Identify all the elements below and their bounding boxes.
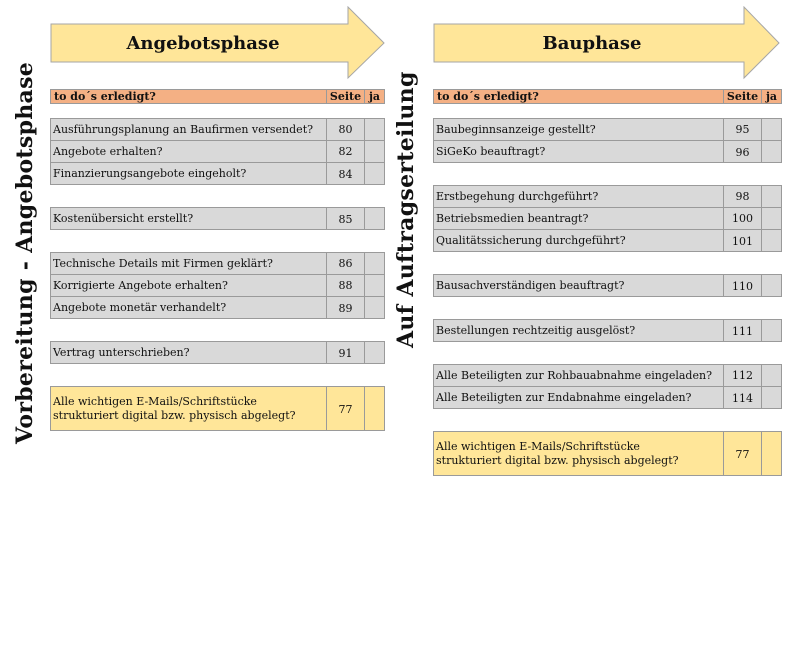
done-checkbox[interactable]: [365, 387, 384, 431]
done-checkbox[interactable]: [762, 275, 781, 297]
task-label-line1: Alle wichtigen E-Mails/Schriftstücke: [53, 395, 257, 408]
task-label: Kostenübersicht erstellt?: [51, 208, 327, 230]
task-label: Alle Beteiligten zur Endabnahme eingeladen?: [434, 387, 724, 409]
task-label: Qualitätssicherung durchgeführt?: [434, 230, 724, 252]
task-label: Finanzierungsangebote eingeholt?: [51, 163, 327, 185]
header-done: ja: [765, 90, 778, 103]
task-label: [434, 432, 724, 476]
right-group-4: [433, 319, 782, 342]
task-label: Alle Beteiligten zur Rohbauabnahme eingeladen?: [434, 365, 724, 386]
right-group-1: [433, 118, 782, 163]
table-row: [434, 432, 781, 476]
done-checkbox[interactable]: [365, 119, 384, 140]
left-phase-side-label: Vorbereitung - Angebotsphase: [12, 61, 38, 444]
header-page: Seite: [327, 90, 365, 103]
task-label: Bestellungen rechtzeitig ausgelöst?: [434, 320, 724, 342]
task-label: [51, 387, 327, 431]
table-row: [434, 275, 781, 297]
page-ref: 96: [724, 141, 762, 163]
table-row: [434, 365, 781, 387]
left-final-group: [50, 386, 385, 431]
done-checkbox[interactable]: [365, 342, 384, 364]
left-group-3: [50, 252, 385, 319]
page-ref: 114: [724, 387, 762, 409]
table-row: [51, 208, 384, 230]
table-row: [434, 387, 781, 409]
right-final-group: [433, 431, 782, 476]
done-checkbox[interactable]: [365, 163, 384, 185]
right-table-header: [433, 89, 782, 104]
header-done: ja: [368, 90, 381, 103]
right-phase-title: Bauphase: [542, 32, 642, 54]
task-label: Ausführungsplanung an Baufirmen versendet?: [51, 119, 327, 140]
page-ref: 89: [327, 297, 365, 319]
right-phase-side-label: Auf Auftragserteilung: [393, 71, 419, 348]
task-label: Baubeginnsanzeige gestellt?: [434, 119, 724, 140]
left-phase-arrow: [50, 6, 386, 80]
task-label: Korrigierte Angebote erhalten?: [51, 275, 327, 296]
page-ref: 110: [724, 275, 762, 297]
done-checkbox[interactable]: [762, 432, 781, 476]
page-ref: 112: [724, 365, 762, 386]
done-checkbox[interactable]: [762, 320, 781, 342]
table-row: [51, 141, 384, 163]
done-checkbox[interactable]: [762, 387, 781, 409]
left-group-2: [50, 207, 385, 230]
task-label: Bausachverständigen beauftragt?: [434, 275, 724, 297]
done-checkbox[interactable]: [762, 365, 781, 386]
left-phase-title: Angebotsphase: [126, 32, 280, 54]
task-label: Angebote erhalten?: [51, 141, 327, 162]
page-ref: 80: [327, 119, 365, 140]
page-ref: 101: [724, 230, 762, 252]
table-row: [51, 253, 384, 275]
done-checkbox[interactable]: [762, 230, 781, 252]
done-checkbox[interactable]: [365, 208, 384, 230]
table-row: [434, 230, 781, 252]
done-checkbox[interactable]: [365, 141, 384, 162]
done-checkbox[interactable]: [762, 141, 781, 163]
task-label: SiGeKo beauftragt?: [434, 141, 724, 163]
header-task: to do´s erledigt?: [51, 90, 327, 103]
task-label: Technische Details mit Firmen geklärt?: [51, 253, 327, 274]
page-ref: 86: [327, 253, 365, 274]
table-row: [51, 297, 384, 319]
task-label-line2: strukturiert digital bzw. physisch abgelegt?: [53, 409, 296, 422]
page-ref: 84: [327, 163, 365, 185]
page-ref: 95: [724, 119, 762, 140]
page-ref: 100: [724, 208, 762, 229]
table-row: [434, 119, 781, 141]
done-checkbox[interactable]: [365, 253, 384, 274]
table-row: [434, 208, 781, 230]
table-row: [51, 342, 384, 364]
page-ref: 111: [724, 320, 762, 342]
task-label: Erstbegehung durchgeführt?: [434, 186, 724, 207]
done-checkbox[interactable]: [365, 275, 384, 296]
page-ref: 88: [327, 275, 365, 296]
table-row: [51, 275, 384, 297]
header-task: to do´s erledigt?: [434, 90, 724, 103]
table-row: [51, 163, 384, 185]
task-label: Betriebsmedien beantragt?: [434, 208, 724, 229]
done-checkbox[interactable]: [762, 119, 781, 140]
table-row: [51, 387, 384, 431]
right-group-5: [433, 364, 782, 409]
page-ref: 82: [327, 141, 365, 162]
table-row: [51, 119, 384, 141]
task-label-line2: strukturiert digital bzw. physisch abgelegt?: [436, 454, 679, 467]
task-label: Vertrag unterschrieben?: [51, 342, 327, 364]
page-ref: 77: [327, 387, 365, 431]
done-checkbox[interactable]: [365, 297, 384, 319]
table-row: [434, 186, 781, 208]
page-ref: 91: [327, 342, 365, 364]
left-group-1: [50, 118, 385, 185]
task-label: Angebote monetär verhandelt?: [51, 297, 327, 319]
done-checkbox[interactable]: [762, 208, 781, 229]
task-label-line1: Alle wichtigen E-Mails/Schriftstücke: [436, 440, 640, 453]
right-phase-arrow: [433, 6, 781, 80]
table-row: [434, 320, 781, 342]
header-page: Seite: [724, 90, 762, 103]
right-group-3: [433, 274, 782, 297]
done-checkbox[interactable]: [762, 186, 781, 207]
left-group-4: [50, 341, 385, 364]
page-ref: 85: [327, 208, 365, 230]
page-ref: 98: [724, 186, 762, 207]
right-group-2: [433, 185, 782, 252]
left-table-header: [50, 89, 385, 104]
table-row: [434, 141, 781, 163]
page-ref: 77: [724, 432, 762, 476]
